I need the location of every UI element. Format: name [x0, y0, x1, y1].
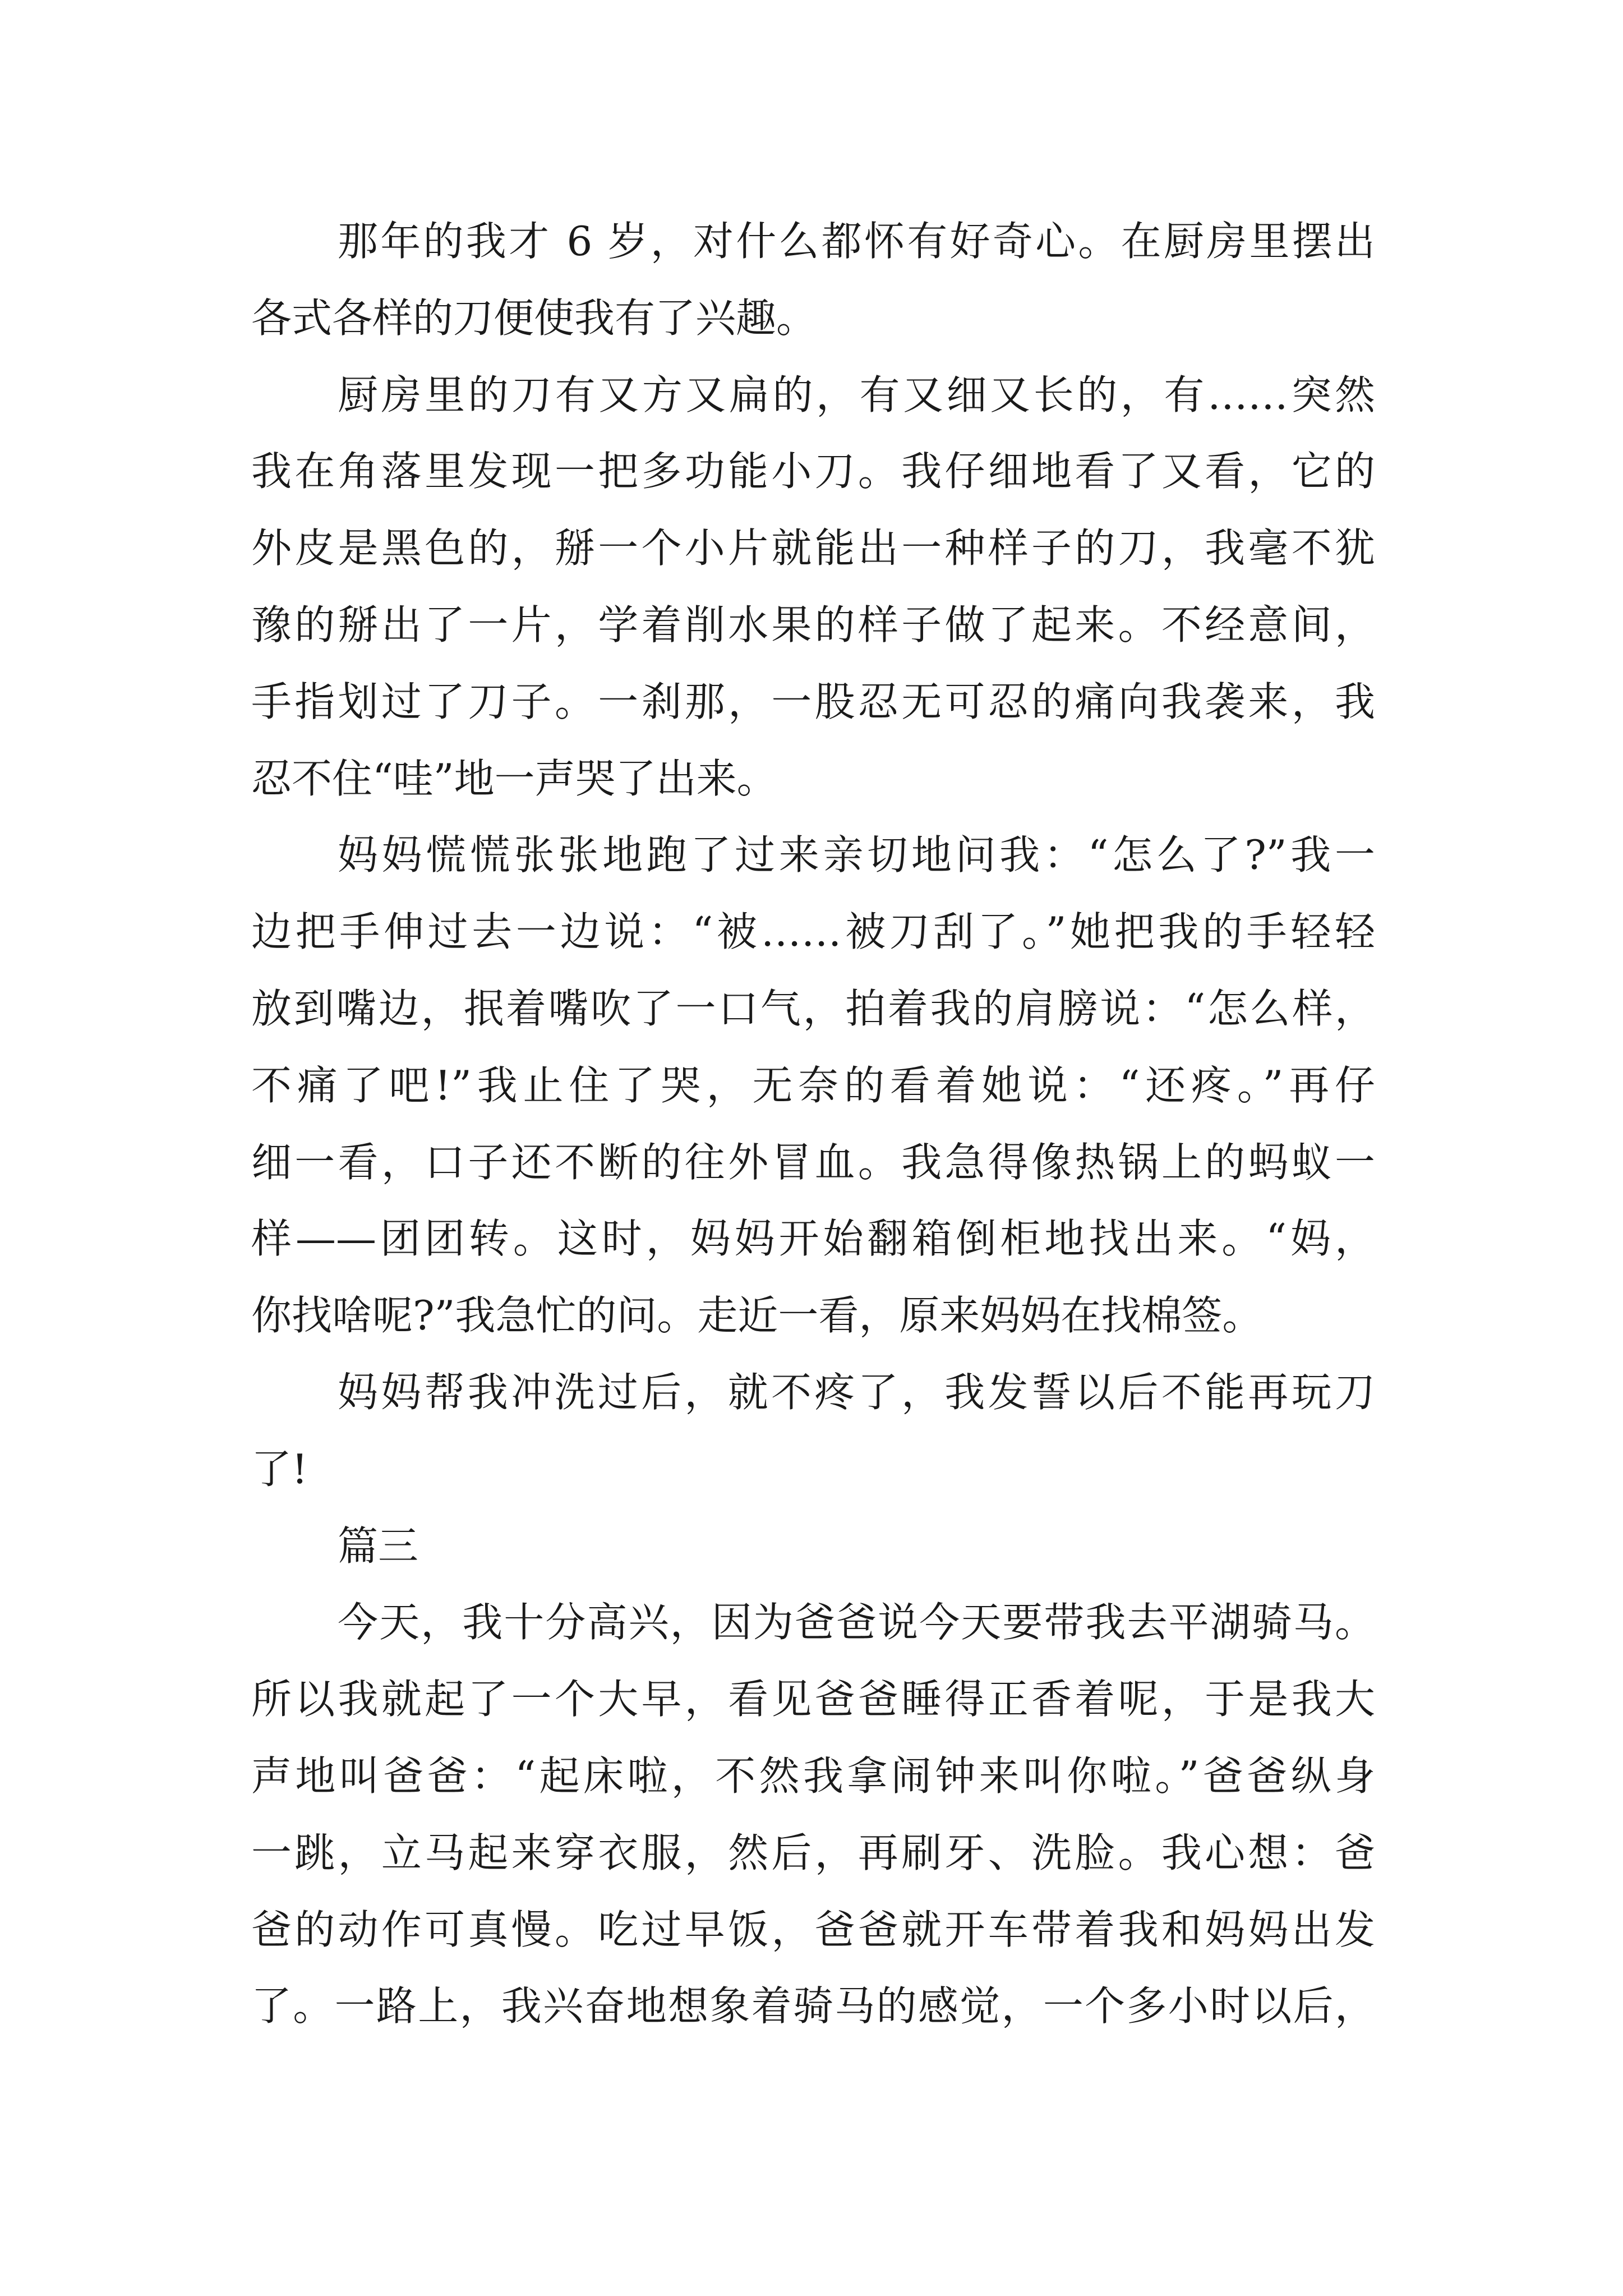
paragraph: [251, 357, 1375, 817]
text-line: 忍不住“哇”地一声哭了出来。: [251, 754, 777, 802]
document-body: [251, 203, 1375, 2045]
paragraph: [251, 1354, 1375, 1508]
text-line: 手指划过了刀子。一刹那，一股忍无可忍的痛向我袭来，我: [251, 678, 1375, 725]
text-line: 那年的我才 6 岁，对什么都怀有好奇心。在厨房里摆出: [338, 218, 1375, 265]
text-line: 样——团团转。这时，妈妈开始翻箱倒柜地找出来。“妈，: [251, 1215, 1375, 1263]
paragraph: [251, 1584, 1375, 2045]
paragraph: [251, 203, 1375, 357]
paragraph: [251, 817, 1375, 1354]
text-line: 豫的掰出了一片，学着削水果的样子做了起来。不经意间，: [251, 601, 1375, 648]
section-heading-block: [251, 1508, 1375, 1585]
text-line: 你找啥呢?”我急忙的问。走近一看，原来妈妈在找棉签。: [251, 1292, 1263, 1340]
text-line: 了!: [251, 1445, 308, 1493]
text-line: 爸的动作可真慢。吃过早饭，爸爸就开车带着我和妈妈出发: [251, 1906, 1375, 1953]
text-line: 声地叫爸爸：“起床啦，不然我拿闹钟来叫你啦。”爸爸纵身: [251, 1752, 1375, 1800]
text-line: 所以我就起了一个大早，看见爸爸睡得正香着呢，于是我大: [251, 1676, 1375, 1723]
text-line: 不痛了吧!”我止住了哭，无奈的看着她说：“还疼。”再仔: [251, 1061, 1375, 1109]
text-line: 了。一路上，我兴奋地想象着骑马的感觉，一个多小时以后，: [251, 1982, 1375, 2030]
text-line: 我在角落里发现一把多功能小刀。我仔细地看了又看，它的: [251, 448, 1375, 495]
text-line: 妈妈慌慌张张地跑了过来亲切地问我：“怎么了?”我一: [338, 831, 1375, 879]
section-heading: 篇三: [338, 1522, 419, 1570]
text-line: 外皮是黑色的，掰一个小片就能出一种样子的刀，我毫不犹: [251, 524, 1375, 572]
text-line: 妈妈帮我冲洗过后，就不疼了，我发誓以后不能再玩刀: [338, 1368, 1375, 1416]
text-line: 细一看，口子还不断的往外冒血。我急得像热锅上的蚂蚁一: [251, 1138, 1375, 1186]
text-line: 放到嘴边，抿着嘴吹了一口气，拍着我的肩膀说：“怎么样，: [251, 984, 1375, 1032]
text-line: 边把手伸过去一边说：“被……被刀刮了。”她把我的手轻轻: [251, 908, 1375, 956]
text-line: 各式各样的刀便使我有了兴趣。: [251, 294, 817, 342]
text-line: 今天，我十分高兴，因为爸爸说今天要带我去平湖骑马。: [338, 1599, 1375, 1646]
text-line: 厨房里的刀有又方又扁的，有又细又长的，有……突然: [338, 371, 1375, 418]
text-line: 一跳，立马起来穿衣服，然后，再刷牙、洗脸。我心想：爸: [251, 1829, 1375, 1876]
